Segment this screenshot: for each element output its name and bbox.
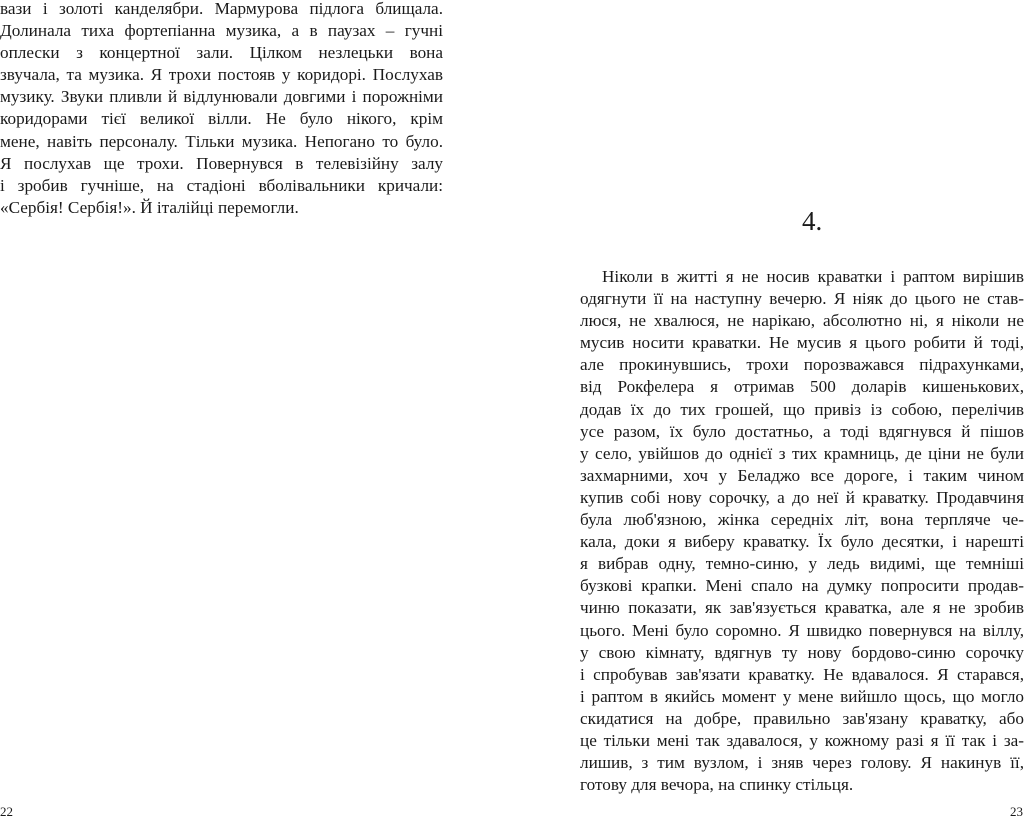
right-page [512,0,1024,820]
text-line: від Рокфелера я отримав 500 доларів кишенькових, [580,377,1024,397]
text-line: вази і золоті канделябри. Мармурова підлога блищала. [0,0,443,18]
text-line: я вибрав одну, темно-синю, у ледь видимі, ще темніші [580,554,1024,574]
text-line: це тільки мені так здавалося, у кожному разі я її так і за- [580,730,1024,750]
text-line: і раптом в якийсь момент у мене вийшло щось, що могло [580,686,1024,706]
text-line: цього. Мені було соромно. Я швидко повернувся на віллу, [580,620,1024,640]
text-line: кала, доки я виберу краватку. Їх було десятки, і нарешті [580,532,1024,552]
text-line: музику. Звуки пливли й відлунювали довгими і порожніми [0,87,443,107]
text-line: була люб'язною, жінка середніх літ, вона терпляче че- [580,510,1024,530]
page-number-left: 22 [0,804,13,819]
text-line: коридорами тієї великої вілли. Не було нікого, крім [0,109,443,129]
right-page-text [580,266,1024,796]
text-line: «Сербія! Сербія!». Й італійці перемогли. [0,197,299,217]
text-line: у свою кімнату, вдягнув ту нову бордово-синю сорочку [580,642,1024,662]
text-line: і зробив гучніше, на стадіоні вболівальники кричали: [0,175,443,195]
page-number-right: 23 [1010,804,1023,819]
text-line: Долинала тиха фортепіанна музика, а в паузах – гучні [0,21,443,41]
text-line: одягнути її на наступну вечерю. Я ніяк до цього не став- [580,289,1024,309]
chapter-number: 4. [802,206,823,236]
text-line: у село, увійшов до однієї з тих крамниць, де ціни не були [580,443,1024,463]
text-line: скидатися на добре, правильно зав'язану краватку, або [580,708,1024,728]
text-line: і спробував зав'язати краватку. Не вдавалося. Я старався, [580,664,1024,684]
text-line: лишив, з тим вузлом, і зняв через голову. Я накинув її, [580,753,1024,773]
text-line: мусив носити краватки. Не мусив я цього робити й тоді, [580,333,1024,353]
text-line: чиню показати, як зав'язується краватка, але я не зробив [580,598,1024,618]
text-line: Ніколи в житті я не носив краватки і раптом вирішив [602,267,1024,286]
text-line: усе разом, їх було достатньо, а тоді вдягнувся й пішов [580,421,1024,441]
text-line: Я послухав ще трохи. Повернувся в телевізійну залу [0,153,443,173]
text-line: захмарними, хоч у Беладжо все дороге, і таким чином [580,465,1024,485]
text-line: купив собі нову сорочку, а до неї й краватку. Продавчиня [580,487,1024,507]
text-line: але прокинувшись, трохи порозважався підрахунками, [580,355,1024,375]
left-page-text [0,0,443,219]
text-line: готову для вечора, на спинку стільця. [580,775,854,795]
text-line: оплески з концертної зали. Цілком незлецьки вона [0,43,443,63]
text-line: звучала, та музика. Я трохи постояв у коридорі. Послухав [0,65,443,85]
text-line: мене, навіть персоналу. Тільки музика. Непогано то було. [0,131,443,151]
text-line: люся, не хвалюся, не нарікаю, абсолютно ні, я ніколи не [580,311,1024,331]
text-line: додав їх до тих грошей, що привіз із собою, перелічив [580,399,1024,419]
text-line: бузкові крапки. Мені спало на думку попросити продав- [580,576,1024,596]
